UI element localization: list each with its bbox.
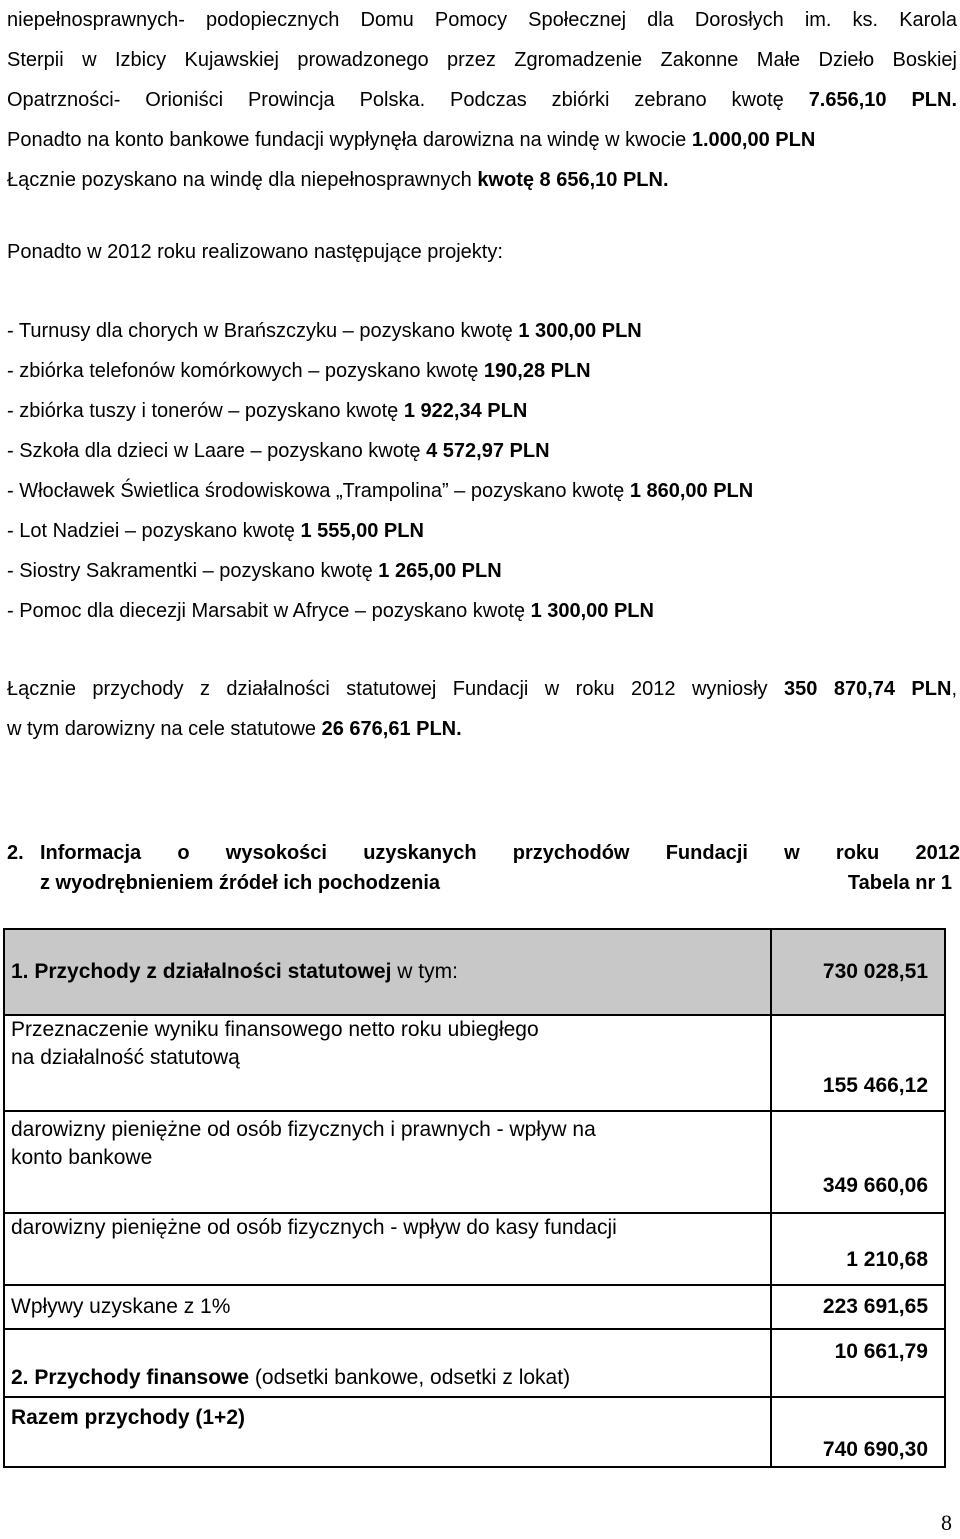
project-amount: 190,28 PLN [483, 360, 591, 382]
table-row-total [4, 1397, 945, 1467]
statutory-header-suffix: w tym: [391, 960, 458, 983]
projects-intro [7, 232, 503, 272]
statutory-header-label: 1. Przychody z działalności statutowej [11, 960, 392, 983]
project-amount: 1 300,00 PLN [518, 320, 642, 342]
table-cell-label [4, 1111, 771, 1213]
section-number: 2. [7, 842, 24, 864]
project-name: - Włocławek Świetlica środowiskowa „Trampolina” – pozyskano kwotę [7, 480, 630, 502]
summary-line-1 [7, 669, 957, 709]
table-row-statutory-header [4, 929, 945, 1015]
elevator-total-amount: kwotę 8 656,10 PLN. [477, 169, 669, 191]
row-amount: 1 210,68 [771, 1213, 945, 1285]
section-title-line-2: z wyodrębnieniem źródeł ich pochodzenia [40, 872, 441, 894]
intro-line-5-text: Łącznie pozyskano na windę dla niepełnosprawnych [7, 169, 478, 191]
section-heading [7, 838, 960, 898]
projects-intro-text: Ponadto w 2012 roku realizowano następujące projekty: [7, 241, 503, 263]
project-name: - Lot Nadziei – pozyskano kwotę [7, 520, 301, 542]
row-label-line-2: konto bankowe [11, 1146, 153, 1169]
project-name: - Turnusy dla chorych w Brańszczyku – pozyskano kwotę [7, 320, 519, 342]
section-heading-line-1 [7, 838, 960, 868]
intro-line-3 [7, 80, 957, 120]
project-name: - zbiórka tuszy i tonerów – pozyskano kwotę [7, 400, 404, 422]
total-label: Razem przychody (1+2) [4, 1397, 771, 1467]
summary-line-2-text: w tym darowizny na cele statutowe [7, 718, 322, 740]
donation-amount: 1.000,00 PLN [691, 129, 816, 151]
row-amount: 349 660,06 [771, 1111, 945, 1213]
table-reference: Tabela nr 1 [847, 872, 952, 894]
project-item [7, 391, 753, 431]
table-row [4, 1285, 945, 1329]
page-number: 8 [941, 1510, 952, 1535]
project-item [7, 551, 753, 591]
project-amount: 1 922,34 PLN [403, 400, 528, 422]
financial-label-suffix: (odsetki bankowe, odsetki z lokat) [249, 1366, 571, 1389]
projects-list [7, 311, 753, 631]
project-amount: 1 300,00 PLN [530, 600, 654, 622]
table-cell-label [4, 1015, 771, 1111]
project-amount: 1 555,00 PLN [300, 520, 424, 542]
table-row [4, 1213, 945, 1285]
table-row [4, 1111, 945, 1213]
project-item [7, 471, 753, 511]
row-amount: 155 466,12 [771, 1015, 945, 1111]
section-title-line-1: Informacja o wysokości uzyskanych przychodów Fundacji w roku 2012 [40, 842, 960, 864]
row-label-line-2: na działalność statutową [11, 1046, 240, 1069]
row-label-line-1: darowizny pieniężne od osób fizycznych i prawnych - wpływ na [11, 1118, 596, 1141]
summary-paragraph [7, 669, 957, 749]
revenue-table [3, 928, 946, 1468]
project-name: - Pomoc dla diecezji Marsabit w Afryce – pozyskano kwotę [7, 600, 531, 622]
project-item [7, 511, 753, 551]
project-name: - zbiórka telefonów komórkowych – pozyskano kwotę [7, 360, 484, 382]
row-amount: 223 691,65 [771, 1285, 945, 1329]
table-row-financial [4, 1329, 945, 1397]
table-cell-label [4, 929, 771, 1015]
statutory-donations-amount: 26 676,61 PLN. [321, 718, 462, 740]
summary-line-2 [7, 709, 957, 749]
summary-line-1-text: Łącznie przychody z działalności statutowej Fundacji w roku 2012 wyniosły [7, 678, 784, 700]
intro-line-4 [7, 120, 957, 160]
total-amount: 740 690,30 [771, 1397, 945, 1467]
table-cell-label: Wpływy uzyskane z 1% [4, 1285, 771, 1329]
financial-label: 2. Przychody finansowe [11, 1366, 250, 1389]
summary-line-1-end: , [951, 678, 957, 700]
intro-line-3-text: Opatrzności- Orioniści Prowincja Polska. Podczas zbiórki zebrano kwotę [7, 89, 809, 111]
table-cell-label [4, 1329, 771, 1397]
project-item [7, 431, 753, 471]
project-name: - Siostry Sakramentki – pozyskano kwotę [7, 560, 379, 582]
intro-line-1: niepełnosprawnych- podopiecznych Domu Pomocy Społecznej dla Dorosłych im. ks. Karola [7, 9, 957, 31]
financial-amount: 10 661,79 [771, 1329, 945, 1397]
statutory-revenue-amount: 350 870,74 PLN [784, 678, 952, 700]
table-row [4, 1015, 945, 1111]
project-item [7, 351, 753, 391]
project-amount: 4 572,97 PLN [426, 440, 550, 462]
row-label-line-1: Przeznaczenie wyniku finansowego netto roku ubiegłego [11, 1018, 539, 1041]
intro-line-2: Sterpii w Izbicy Kujawskiej prowadzonego przez Zgromadzenie Zakonne Małe Dzieło Boskiej [7, 49, 957, 71]
intro-paragraph [7, 0, 957, 200]
project-item [7, 591, 753, 631]
intro-line-4-text: Ponadto na konto bankowe fundacji wypłynęła darowizna na windę w kwocie [7, 129, 692, 151]
intro-line-5 [7, 160, 957, 200]
project-name: - Szkoła dla dzieci w Laare – pozyskano kwotę [7, 440, 427, 462]
section-heading-line-2 [7, 868, 960, 898]
project-amount: 1 860,00 PLN [629, 480, 754, 502]
table-cell-label: darowizny pieniężne od osób fizycznych - wpływ do kasy fundacji [4, 1213, 771, 1285]
collection-amount: 7.656,10 PLN. [808, 89, 957, 111]
project-amount: 1 265,00 PLN [378, 560, 502, 582]
project-item [7, 311, 753, 351]
statutory-header-amount: 730 028,51 [771, 929, 945, 1015]
